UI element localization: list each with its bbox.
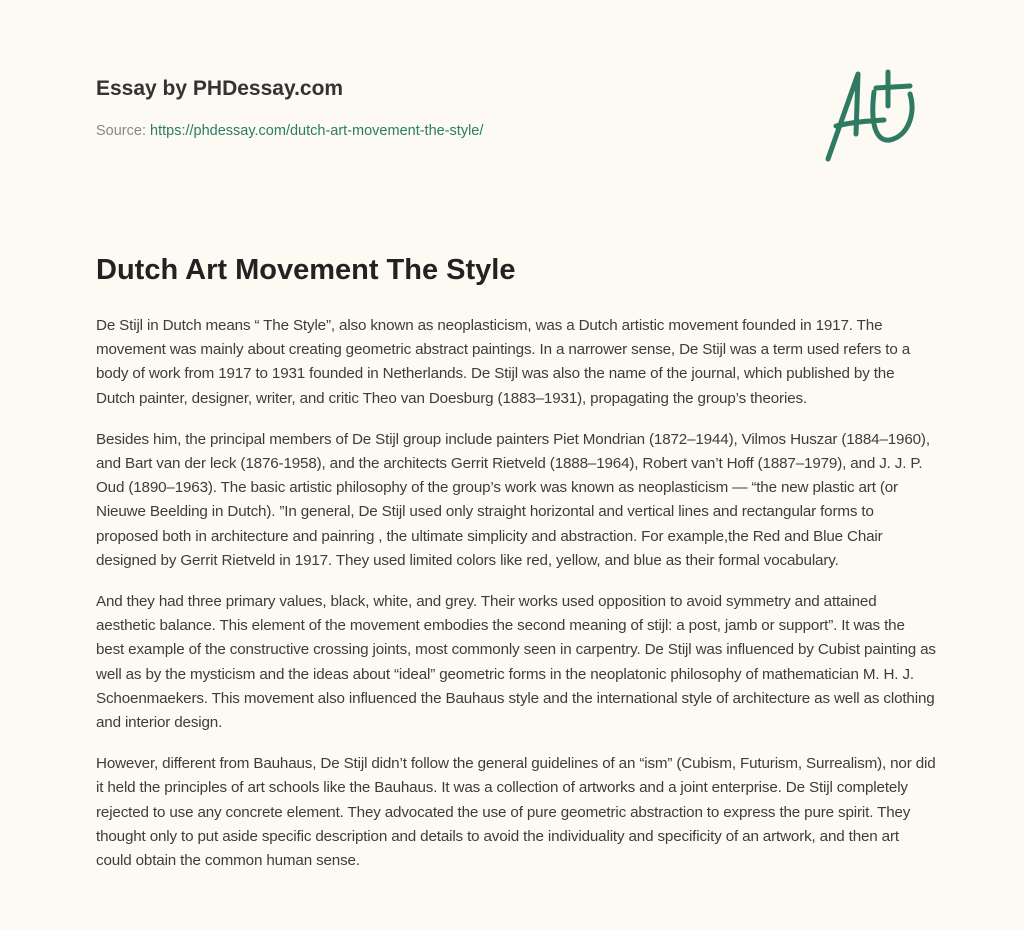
paragraph: However, different from Bauhaus, De Stijl didn’t follow the general guidelines of an “ism” (Cubism, Futurism, Surrealism), nor did it held the principles of art schools like the Bauhaus. It was a collection of artworks and a joint enterprise. De Stijl completely rejected to use any concrete element. They advocated the use of pure geometric abstraction to express the pure spirit. They thought only to put aside specific description and details to avoid the individuality and specificity of an artwork, and then art could obtain the common human sense. [96,755,936,870]
site-title: Essay by PHDessay.com [96,77,344,100]
a-plus-logo-icon [818,64,930,164]
paragraph: And they had three primary values, black, white, and grey. Their works used opposition to avoid symmetry and attained aesthetic balance. This element of the movement embodies the second meaning of stijl: a post, jamb or support”. It was the best example of the constructive crossing joints, most commonly seen in carpentry. De Stijl was influenced by Cubist painting as well as by the mysticism and the ideas about “ideal” geometric forms in the neoplatonic philosophy of mathematician M. H. J. Schoenmaekers. This movement also influenced the Bauhaus style and the international style of architecture as well as clothing and interior design. [96,593,936,732]
source-line [96,123,483,139]
source-link[interactable]: https://phdessay.com/dutch-art-movement-the-style/ [150,123,484,139]
article-title: Dutch Art Movement The Style [96,254,516,286]
paragraph: Besides him, the principal members of De Stijl group include painters Piet Mondrian (1872–1944), Vilmos Huszar (1884–1960), and Bart van der leck (1876-1958), and the architects Gerrit Rietveld (1888–1964), Robert van’t Hoff (1887–1979), and J. J. P. Oud (1890–1963). The basic artistic philosophy of the group’s work was known as neoplasticism — “the new plastic art (or Nieuwe Beelding in Dutch). ”In general, De Stijl used only straight horizontal and vertical lines and rectangular forms to proposed both in architecture and painring , the ultimate simplicity and abstraction. For example,the Red and Blue Chair designed by Gerrit Rietveld in 1917. They used limited colors like red, yellow, and blue as their formal vocabulary. [96,430,930,569]
paragraph: De Stijl in Dutch means “ The Style”, also known as neoplasticism, was a Dutch artistic movement founded in 1917. The movement was mainly about creating geometric abstract paintings. In a narrower sense, De Stijl was a term used refers to a body of work from 1917 to 1931 founded in Netherlands. De Stijl was also the name of the journal, which published by the Dutch painter, designer, writer, and critic Theo van Doesburg (1883–1931), propagating the group’s theories. [96,317,911,407]
source-label: Source: [96,123,146,139]
article-body [96,314,936,890]
